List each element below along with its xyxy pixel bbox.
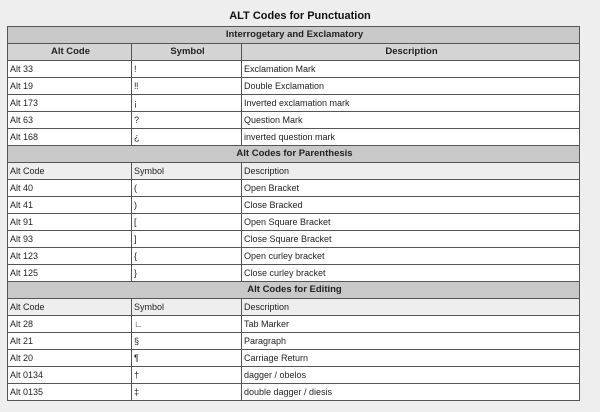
table-row bbox=[8, 214, 580, 231]
description-cell: Open Square Bracket bbox=[242, 214, 580, 231]
table-row bbox=[8, 350, 580, 367]
table-row bbox=[8, 316, 580, 333]
column-header-row bbox=[8, 163, 580, 180]
description-header: Description bbox=[242, 163, 580, 180]
section-header-alt-codes-for-editing bbox=[8, 282, 580, 299]
table-row bbox=[8, 78, 580, 95]
alt-code-cell: Alt 21 bbox=[8, 333, 132, 350]
description-cell: Close curley bracket bbox=[242, 265, 580, 282]
description-cell: Close Square Bracket bbox=[242, 231, 580, 248]
table-row bbox=[8, 367, 580, 384]
symbol-cell: } bbox=[132, 265, 242, 282]
alt-code-cell: Alt 28 bbox=[8, 316, 132, 333]
table-row bbox=[8, 231, 580, 248]
symbol-cell: ‼ bbox=[132, 78, 242, 95]
symbol-cell: [ bbox=[132, 214, 242, 231]
alt-codes-table bbox=[7, 26, 580, 401]
symbol-cell: ! bbox=[132, 61, 242, 78]
alt-code-cell: Alt 0135 bbox=[8, 384, 132, 401]
description-cell: Open Bracket bbox=[242, 180, 580, 197]
section-header-alt-codes-for-parenthesis bbox=[8, 146, 580, 163]
symbol-cell: † bbox=[132, 367, 242, 384]
description-cell: Close Bracked bbox=[242, 197, 580, 214]
symbol-cell: ( bbox=[132, 180, 242, 197]
column-header-row bbox=[8, 44, 580, 61]
alt-code-cell: Alt 20 bbox=[8, 350, 132, 367]
symbol-header: Symbol bbox=[132, 299, 242, 316]
table-row bbox=[8, 248, 580, 265]
symbol-cell: ∟ bbox=[132, 316, 242, 333]
symbol-cell: ¶ bbox=[132, 350, 242, 367]
description-cell: double dagger / diesis bbox=[242, 384, 580, 401]
alt-code-header: Alt Code bbox=[8, 299, 132, 316]
symbol-header: Symbol bbox=[132, 44, 242, 61]
symbol-cell: ¡ bbox=[132, 95, 242, 112]
table-row bbox=[8, 333, 580, 350]
alt-code-cell: Alt 93 bbox=[8, 231, 132, 248]
table-row bbox=[8, 61, 580, 78]
table-row bbox=[8, 384, 580, 401]
alt-code-cell: Alt 0134 bbox=[8, 367, 132, 384]
symbol-cell: { bbox=[132, 248, 242, 265]
symbol-cell: ) bbox=[132, 197, 242, 214]
description-cell: Carriage Return bbox=[242, 350, 580, 367]
description-cell: dagger / obelos bbox=[242, 367, 580, 384]
table-row bbox=[8, 265, 580, 282]
table-row bbox=[8, 197, 580, 214]
alt-code-cell: Alt 41 bbox=[8, 197, 132, 214]
description-cell: Exclamation Mark bbox=[242, 61, 580, 78]
column-header-row bbox=[8, 299, 580, 316]
description-cell: Open curley bracket bbox=[242, 248, 580, 265]
section-title: Alt Codes for Editing bbox=[8, 282, 580, 299]
alt-code-cell: Alt 168 bbox=[8, 129, 132, 146]
description-cell: Question Mark bbox=[242, 112, 580, 129]
description-cell: Double Exclamation bbox=[242, 78, 580, 95]
symbol-cell: ? bbox=[132, 112, 242, 129]
section-title: Interrogetary and Exclamatory bbox=[8, 27, 580, 44]
section-header-interrogetary-and-exclamatory bbox=[8, 27, 580, 44]
page-title: ALT Codes for Punctuation bbox=[229, 10, 371, 22]
alt-code-cell: Alt 91 bbox=[8, 214, 132, 231]
alt-code-cell: Alt 33 bbox=[8, 61, 132, 78]
alt-code-header: Alt Code bbox=[8, 163, 132, 180]
alt-code-cell: Alt 173 bbox=[8, 95, 132, 112]
table-row bbox=[8, 95, 580, 112]
table-row bbox=[8, 180, 580, 197]
description-cell: Paragraph bbox=[242, 333, 580, 350]
description-header: Description bbox=[242, 299, 580, 316]
table-row bbox=[8, 129, 580, 146]
alt-code-cell: Alt 40 bbox=[8, 180, 132, 197]
alt-code-cell: Alt 123 bbox=[8, 248, 132, 265]
section-title: Alt Codes for Parenthesis bbox=[8, 146, 580, 163]
alt-code-cell: Alt 125 bbox=[8, 265, 132, 282]
table-row bbox=[8, 112, 580, 129]
symbol-cell: § bbox=[132, 333, 242, 350]
alt-code-cell: Alt 63 bbox=[8, 112, 132, 129]
description-cell: Inverted exclamation mark bbox=[242, 95, 580, 112]
symbol-cell: ] bbox=[132, 231, 242, 248]
symbol-cell: ¿ bbox=[132, 129, 242, 146]
description-header: Description bbox=[242, 44, 580, 61]
description-cell: inverted question mark bbox=[242, 129, 580, 146]
alt-code-cell: Alt 19 bbox=[8, 78, 132, 95]
symbol-header: Symbol bbox=[132, 163, 242, 180]
description-cell: Tab Marker bbox=[242, 316, 580, 333]
symbol-cell: ‡ bbox=[132, 384, 242, 401]
alt-code-header: Alt Code bbox=[8, 44, 132, 61]
